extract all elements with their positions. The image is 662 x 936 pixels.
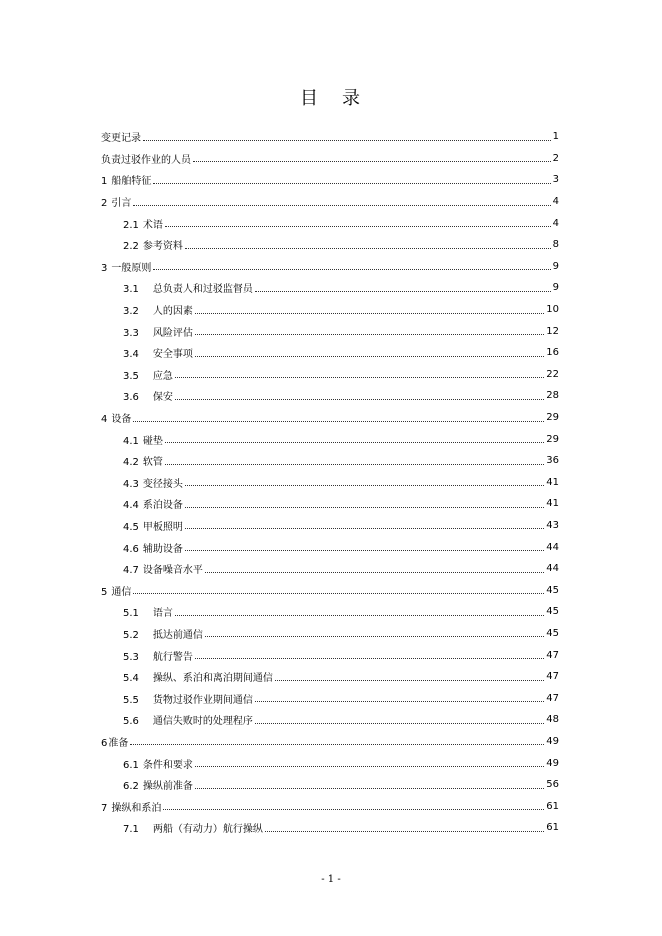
dot-leader <box>133 592 544 594</box>
toc-entry-text: 碰垫 <box>142 435 163 447</box>
toc-entry-number: 5.1 <box>123 608 139 620</box>
toc-entry-number: 6 <box>101 737 108 749</box>
toc-entry[interactable] <box>101 385 559 407</box>
toc-entry[interactable] <box>101 666 559 688</box>
toc-entry-text: 操纵和系泊 <box>111 802 162 814</box>
page-number-footer: - 1 - <box>321 874 341 885</box>
toc-entry-text: 操纵、系泊和离泊期间通信 <box>152 673 273 685</box>
dot-leader <box>195 355 544 357</box>
toc-entry-text: 通信 <box>111 586 132 598</box>
toc-entry-text: 船舶特征 <box>111 176 152 188</box>
toc-entry[interactable] <box>101 709 559 731</box>
toc-entry-number: 3.4 <box>123 349 139 361</box>
toc-entry-page-number: 44 <box>546 563 559 575</box>
toc-entry-number: 4.3 <box>123 478 139 490</box>
toc-entry[interactable] <box>101 687 559 709</box>
toc-entry-text: 辅助设备 <box>142 543 183 555</box>
toc-entry[interactable] <box>101 644 559 666</box>
toc-entry-label <box>123 367 174 382</box>
dot-leader <box>255 700 544 702</box>
toc-entry[interactable] <box>101 817 559 839</box>
toc-entry-text: 准备 <box>108 737 129 749</box>
dot-leader <box>153 268 550 270</box>
table-of-contents <box>101 126 559 839</box>
toc-entry[interactable] <box>101 148 559 170</box>
dot-leader <box>175 376 544 378</box>
toc-entry-page-number: 12 <box>546 325 559 337</box>
toc-entry-label <box>101 734 129 749</box>
dot-leader <box>195 333 544 335</box>
toc-entry-number: 4.1 <box>123 435 139 447</box>
toc-entry-number: 5.6 <box>123 716 139 728</box>
dot-leader <box>185 527 544 529</box>
toc-entry-label <box>101 172 152 187</box>
toc-entry-page-number: 49 <box>546 735 559 747</box>
toc-entry-text: 两船（有动力）航行操纵 <box>152 824 263 836</box>
toc-entry-page-number: 45 <box>546 606 559 618</box>
toc-entry-label <box>101 151 192 166</box>
toc-entry-page-number: 36 <box>546 455 559 467</box>
toc-entry-text: 一般原则 <box>111 262 152 274</box>
toc-entry-text: 语言 <box>152 608 173 620</box>
toc-entry-label <box>123 561 204 576</box>
toc-entry[interactable] <box>101 407 559 429</box>
toc-entry[interactable] <box>101 299 559 321</box>
toc-entry-page-number: 43 <box>546 519 559 531</box>
toc-entry-number: 6.1 <box>123 759 139 771</box>
toc-entry-page-number: 4 <box>552 196 559 208</box>
title-char-1: 目 <box>300 88 320 109</box>
toc-entry-label <box>123 280 254 295</box>
toc-entry-page-number: 56 <box>546 779 559 791</box>
toc-entry-page-number: 47 <box>546 671 559 683</box>
toc-entry[interactable] <box>101 364 559 386</box>
dot-leader <box>143 139 551 141</box>
toc-entry[interactable] <box>101 752 559 774</box>
toc-entry-label <box>123 345 194 360</box>
dot-leader <box>205 571 544 573</box>
dot-leader <box>175 398 544 400</box>
toc-entry-page-number: 45 <box>546 584 559 596</box>
toc-entry-label <box>123 820 264 835</box>
toc-entry-number: 4.4 <box>123 500 139 512</box>
toc-entry-page-number: 47 <box>546 649 559 661</box>
dot-leader <box>175 614 544 616</box>
toc-entry-label <box>123 475 184 490</box>
toc-entry-number: 4.2 <box>123 457 139 469</box>
toc-entry-number: 7.1 <box>123 824 139 836</box>
toc-entry-page-number: 61 <box>546 822 559 834</box>
toc-entry-page-number: 29 <box>546 433 559 445</box>
toc-entry-label <box>123 626 204 641</box>
toc-entry-text: 安全事项 <box>152 349 193 361</box>
toc-entry-text: 参考资料 <box>142 241 183 253</box>
toc-entry[interactable] <box>101 601 559 623</box>
toc-entry-number: 2 <box>101 198 108 210</box>
toc-entry-label <box>101 194 132 209</box>
toc-entry-text: 应急 <box>152 370 173 382</box>
toc-entry[interactable] <box>101 169 559 191</box>
toc-entry-text: 变更记录 <box>101 133 141 145</box>
toc-entry[interactable] <box>101 731 559 753</box>
toc-entry-label <box>123 648 194 663</box>
toc-entry-number: 1 <box>101 176 108 188</box>
toc-entry-page-number: 28 <box>546 390 559 402</box>
toc-entry[interactable] <box>101 558 559 580</box>
toc-entry-label <box>101 410 132 425</box>
toc-entry-label <box>123 237 184 252</box>
dot-leader <box>165 225 551 227</box>
toc-entry-page-number: 8 <box>552 239 559 251</box>
toc-entry-text: 风险评估 <box>152 327 193 339</box>
toc-entry-text: 系泊设备 <box>142 500 183 512</box>
toc-entry-page-number: 49 <box>546 757 559 769</box>
dot-leader <box>185 247 551 249</box>
toc-entry[interactable] <box>101 774 559 796</box>
toc-entry[interactable] <box>101 623 559 645</box>
toc-entry[interactable] <box>101 795 559 817</box>
toc-entry-label <box>123 216 164 231</box>
dot-leader <box>163 808 544 810</box>
dot-leader <box>165 463 544 465</box>
toc-entry-number: 5.4 <box>123 673 139 685</box>
toc-entry[interactable] <box>101 536 559 558</box>
toc-entry-text: 设备 <box>111 414 132 426</box>
toc-entry[interactable] <box>101 428 559 450</box>
toc-entry-page-number: 48 <box>546 714 559 726</box>
toc-entry-page-number: 22 <box>546 368 559 380</box>
toc-entry-label <box>123 756 194 771</box>
toc-entry-text: 货物过驳作业期间通信 <box>152 694 253 706</box>
toc-entry-text: 抵达前通信 <box>152 629 203 641</box>
toc-entry-text: 软管 <box>142 457 163 469</box>
dot-leader <box>130 743 544 745</box>
toc-entry-text: 人的因素 <box>152 306 193 318</box>
toc-entry[interactable] <box>101 277 559 299</box>
toc-entry-text: 变径接头 <box>142 478 183 490</box>
toc-entry-number: 5 <box>101 586 108 598</box>
toc-entry-label <box>123 432 164 447</box>
toc-entry-page-number: 47 <box>546 692 559 704</box>
toc-entry-number: 4.7 <box>123 565 139 577</box>
toc-entry[interactable] <box>101 493 559 515</box>
toc-entry-page-number: 3 <box>552 174 559 186</box>
toc-entry-page-number: 41 <box>546 476 559 488</box>
toc-entry-number: 2.2 <box>123 241 139 253</box>
title-char-2: 录 <box>342 88 362 109</box>
dot-leader <box>205 635 544 637</box>
toc-entry-label <box>123 777 194 792</box>
toc-entry-label <box>123 712 254 727</box>
toc-entry-text: 设备噪音水平 <box>142 565 203 577</box>
toc-entry-label <box>123 669 274 684</box>
toc-entry[interactable] <box>101 126 559 148</box>
toc-entry-number: 7 <box>101 802 108 814</box>
dot-leader <box>165 441 544 443</box>
toc-entry-label <box>123 518 184 533</box>
dot-leader <box>185 484 544 486</box>
toc-entry[interactable] <box>101 256 559 278</box>
dot-leader <box>133 420 544 422</box>
toc-entry[interactable] <box>101 342 559 364</box>
toc-entry-page-number: 9 <box>552 260 559 272</box>
dot-leader <box>195 765 544 767</box>
toc-entry-text: 负责过驳作业的人员 <box>101 154 191 166</box>
toc-entry[interactable] <box>101 579 559 601</box>
toc-entry[interactable] <box>101 515 559 537</box>
toc-entry-number: 3.5 <box>123 370 139 382</box>
toc-entry-label <box>101 259 152 274</box>
toc-entry-text: 引言 <box>111 198 132 210</box>
dot-leader <box>185 549 544 551</box>
page-title <box>0 84 662 110</box>
toc-entry-text: 甲板照明 <box>142 521 183 533</box>
toc-entry[interactable] <box>101 472 559 494</box>
toc-entry[interactable] <box>101 212 559 234</box>
toc-entry-page-number: 10 <box>546 304 559 316</box>
toc-entry-text: 通信失败时的处理程序 <box>152 716 253 728</box>
toc-entry-text: 航行警告 <box>152 651 193 663</box>
toc-entry-number: 5.2 <box>123 629 139 641</box>
dot-leader <box>133 204 550 206</box>
toc-entry-page-number: 41 <box>546 498 559 510</box>
dot-leader <box>185 506 544 508</box>
toc-entry-number: 4.6 <box>123 543 139 555</box>
toc-entry-text: 总负责人和过驳监督员 <box>152 284 253 296</box>
dot-leader <box>195 657 544 659</box>
toc-entry-number: 3 <box>101 262 108 274</box>
toc-entry-number: 3.2 <box>123 306 139 318</box>
toc-entry-text: 术语 <box>142 219 163 231</box>
toc-entry-number: 5.5 <box>123 694 139 706</box>
toc-entry-page-number: 9 <box>552 282 559 294</box>
toc-entry-label <box>123 496 184 511</box>
toc-entry-page-number: 61 <box>546 800 559 812</box>
toc-entry-page-number: 1 <box>552 131 559 143</box>
toc-entry[interactable] <box>101 234 559 256</box>
toc-entry[interactable] <box>101 450 559 472</box>
toc-entry-label <box>123 453 164 468</box>
toc-entry-label <box>123 302 194 317</box>
toc-entry-label <box>101 129 142 144</box>
toc-entry-label <box>101 799 162 814</box>
toc-entry-number: 4 <box>101 414 108 426</box>
toc-entry-number: 4.5 <box>123 521 139 533</box>
dot-leader <box>195 312 544 314</box>
toc-entry[interactable] <box>101 191 559 213</box>
toc-entry-page-number: 2 <box>552 152 559 164</box>
dot-leader <box>265 830 544 832</box>
toc-entry-label <box>123 540 184 555</box>
toc-entry-number: 3.6 <box>123 392 139 404</box>
dot-leader <box>255 290 551 292</box>
dot-leader <box>193 160 551 162</box>
toc-entry-page-number: 4 <box>552 217 559 229</box>
toc-entry-label <box>101 583 132 598</box>
toc-entry-page-number: 16 <box>546 347 559 359</box>
dot-leader <box>255 722 544 724</box>
toc-entry-page-number: 29 <box>546 412 559 424</box>
toc-entry-text: 条件和要求 <box>142 759 193 771</box>
toc-entry-label <box>123 604 174 619</box>
toc-entry[interactable] <box>101 320 559 342</box>
toc-entry-text: 保安 <box>152 392 173 404</box>
toc-entry-label <box>123 691 254 706</box>
toc-entry-text: 操纵前准备 <box>142 781 193 793</box>
toc-entry-number: 3.3 <box>123 327 139 339</box>
dot-leader <box>153 182 550 184</box>
toc-entry-page-number: 44 <box>546 541 559 553</box>
toc-entry-label <box>123 388 174 403</box>
dot-leader <box>275 679 544 681</box>
toc-entry-number: 3.1 <box>123 284 139 296</box>
toc-entry-number: 6.2 <box>123 781 139 793</box>
toc-entry-page-number: 45 <box>546 627 559 639</box>
toc-entry-label <box>123 324 194 339</box>
toc-entry-number: 5.3 <box>123 651 139 663</box>
toc-entry-number: 2.1 <box>123 219 139 231</box>
dot-leader <box>195 787 544 789</box>
